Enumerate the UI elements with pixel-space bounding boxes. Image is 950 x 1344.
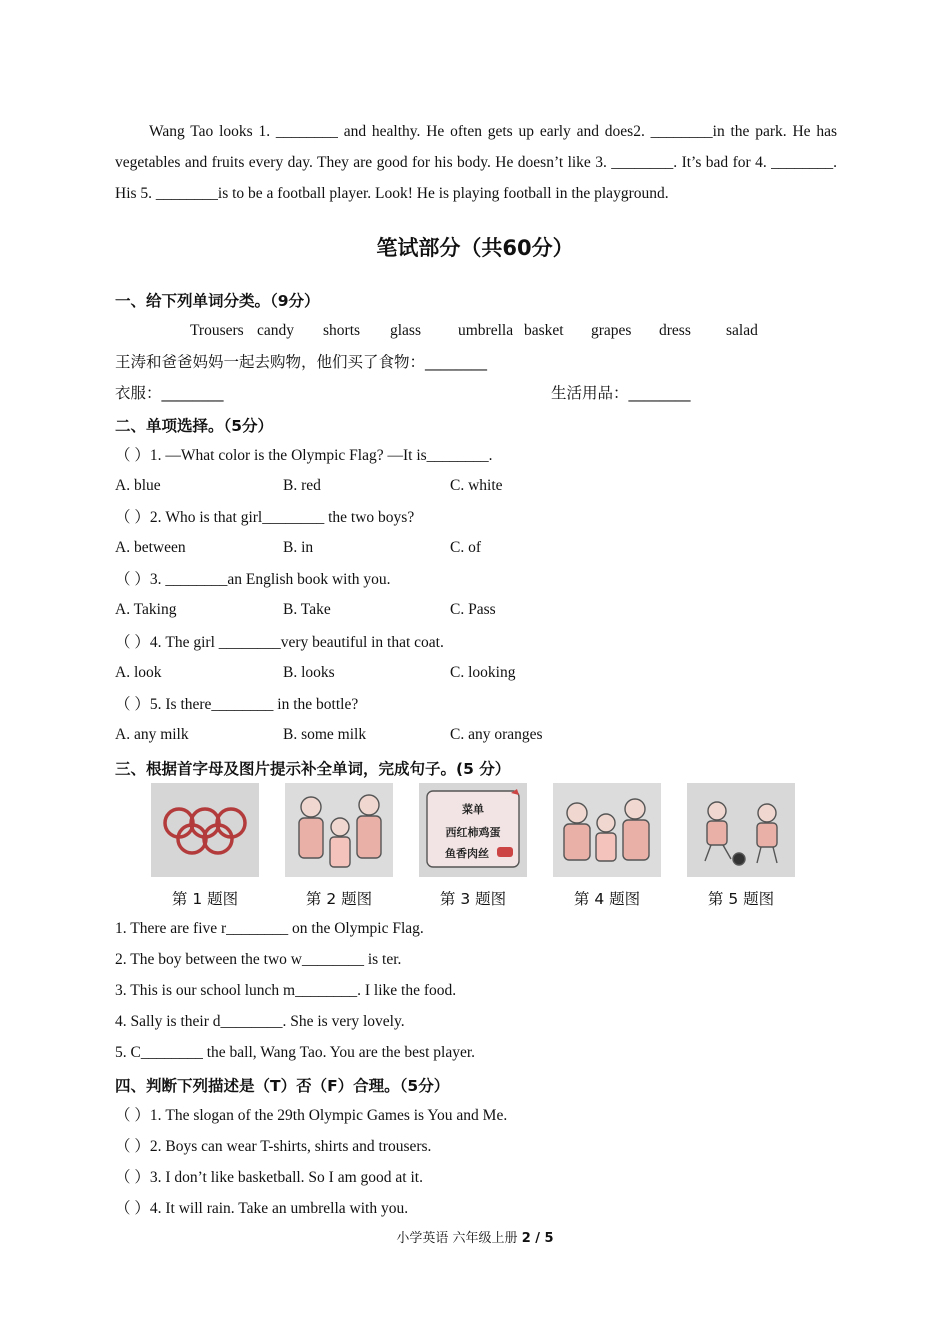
picture-caption: 第 5 题图 xyxy=(707,890,775,908)
option-c: C. Pass xyxy=(450,601,496,618)
true-false-item-3: （ ）3. I don’t like basketball. So I am good at it. xyxy=(115,1169,423,1186)
section-3-heading: 三、根据首字母及图片提示补全单词，完成句子。(5 分） xyxy=(115,760,511,778)
menu-item: 鱼香肉丝 xyxy=(445,847,489,860)
option-a: A. Taking xyxy=(115,601,177,618)
picture-caption: 第 1 题图 xyxy=(171,890,239,908)
picture-caption: 第 2 题图 xyxy=(305,890,373,908)
fill-in-sentence-2: 2. The boy between the two w________ is ter. xyxy=(115,951,402,968)
option-c: C. of xyxy=(450,539,481,556)
picture-caption: 第 3 题图 xyxy=(439,890,507,908)
clothes-prompt: 衣服：________ xyxy=(115,384,224,402)
mc-question-2: （ ）2. Who is that girl________ the two boys? xyxy=(115,509,415,526)
word: glass xyxy=(390,322,421,339)
fill-in-sentence-5: 5. C________ the ball, Wang Tao. You are the best player. xyxy=(115,1044,476,1061)
option-a: A. blue xyxy=(115,477,161,494)
option-b: B. in xyxy=(283,539,314,556)
page-footer xyxy=(0,1227,950,1246)
page-title: 笔试部分（共60分） xyxy=(376,236,574,260)
word: Trousers xyxy=(190,322,244,339)
option-a: A. between xyxy=(115,539,186,556)
boys-playing-football-image xyxy=(687,783,795,877)
family-image xyxy=(285,783,393,877)
parents-and-daughter-image xyxy=(553,783,661,877)
section-4-heading: 四、判断下列描述是（T）否（F）合理。（5分） xyxy=(115,1077,450,1095)
mc-question-1: （ ）1. —What color is the Olympic Flag? —It is________. xyxy=(115,447,493,464)
food-prompt: 王涛和爸爸妈妈一起去购物，他们买了食物：________ xyxy=(115,353,488,371)
menu-title: 菜单 xyxy=(462,803,484,816)
word: shorts xyxy=(323,322,361,339)
section-2-heading: 二、单项选择。（5分） xyxy=(115,417,274,435)
menu-item: 西红柿鸡蛋 xyxy=(445,826,501,839)
word: salad xyxy=(726,322,758,339)
page-number: 2 / 5 xyxy=(521,1231,554,1246)
olympic-rings-image xyxy=(151,783,259,877)
fill-in-sentence-3: 3. This is our school lunch m________. I like the food. xyxy=(115,982,457,999)
option-c: C. any oranges xyxy=(450,726,543,743)
option-b: B. some milk xyxy=(283,726,367,743)
picture-caption: 第 4 题图 xyxy=(573,890,641,908)
mc-question-4: （ ）4. The girl ________very beautiful in that coat. xyxy=(115,634,444,651)
word: grapes xyxy=(591,322,632,339)
mc-question-5: （ ）5. Is there________ in the bottle? xyxy=(115,696,359,713)
option-b: B. looks xyxy=(283,664,335,681)
true-false-item-4: （ ）4. It will rain. Take an umbrella with you. xyxy=(115,1200,409,1217)
fill-in-sentence-4: 4. Sally is their d________. She is very lovely. xyxy=(115,1013,405,1030)
word: candy xyxy=(257,322,295,339)
mc-question-3: （ ）3. ________an English book with you. xyxy=(115,571,391,588)
option-c: C. white xyxy=(450,477,503,494)
option-b: B. Take xyxy=(283,601,331,618)
footer-label: 小学英语 六年级上册 xyxy=(396,1231,522,1246)
option-b: B. red xyxy=(283,477,321,494)
word: umbrella xyxy=(458,322,514,339)
true-false-item-2: （ ）2. Boys can wear T-shirts, shirts and trousers. xyxy=(115,1138,432,1155)
option-c: C. looking xyxy=(450,664,516,681)
word: dress xyxy=(659,322,691,339)
section-1-heading: 一、给下列单词分类。（9分） xyxy=(115,292,320,310)
menu-image xyxy=(419,783,527,877)
option-a: A. any milk xyxy=(115,726,189,743)
passage: Wang Tao looks 1. ________ and healthy. He often gets up early and does2. ________in the park. He has vegetables and fruits every day. They are good for his body. He doesn’t like 3. ________. It’s bad for 4. ________. His 5. ________is to be a football player. Look! He is playing football in the playground. xyxy=(115,123,837,202)
option-a: A. look xyxy=(115,664,162,681)
daily-items-prompt: 生活用品：________ xyxy=(551,384,691,402)
fill-in-sentence-1: 1. There are five r________ on the Olympic Flag. xyxy=(115,920,424,937)
word: basket xyxy=(524,322,564,339)
true-false-item-1: （ ）1. The slogan of the 29th Olympic Games is You and Me. xyxy=(115,1107,508,1124)
